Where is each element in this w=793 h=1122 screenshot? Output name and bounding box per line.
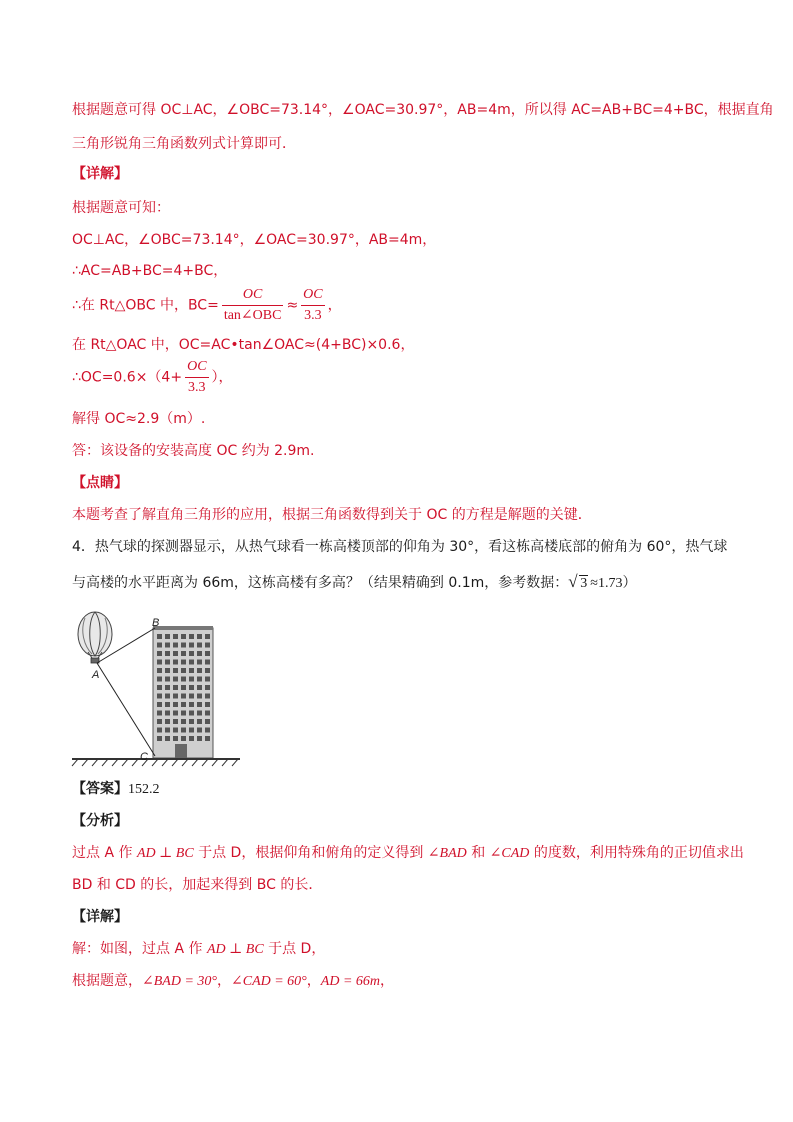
- text: 根据题意，: [72, 973, 142, 989]
- building-window: [173, 660, 178, 665]
- analysis-heading: 【分析】: [72, 813, 128, 829]
- ground-hatch-mark: [82, 759, 88, 766]
- building-window: [189, 651, 194, 656]
- building-window: [173, 719, 178, 724]
- building-window: [181, 685, 186, 690]
- building-window: [205, 702, 210, 707]
- building-window: [165, 736, 170, 741]
- math-angle-cad-60: ∠CAD = 60°: [231, 974, 307, 989]
- building-window: [205, 643, 210, 648]
- detail-heading: 【详解】: [72, 166, 128, 182]
- building-window: [157, 660, 162, 665]
- q4-detail-line-2: [72, 971, 394, 992]
- building-window: [181, 728, 186, 733]
- building-window: [157, 711, 162, 716]
- analysis-line-1: 根据题意可得 OC⊥AC，∠OBC=73.14°，∠OAC=30.97°，AB=4m，所以得 AC=AB+BC=4+BC，根据直角: [72, 102, 774, 118]
- building-window: [205, 728, 210, 733]
- building-window: [189, 694, 194, 699]
- question-4-line-2: [72, 573, 636, 594]
- building-window: [181, 719, 186, 724]
- detail-line-4: [72, 286, 342, 325]
- comment-heading: 【点睛】: [72, 475, 128, 491]
- sqrt-radicand: 3: [580, 576, 588, 591]
- radical-sign-icon: √: [568, 572, 578, 591]
- detail-line-6-prefix: ∴OC=0.6×（4+: [72, 369, 183, 386]
- building-window: [189, 719, 194, 724]
- text: 解：如图，过点 A 作: [72, 941, 207, 957]
- building-window: [173, 677, 178, 682]
- building-window: [165, 660, 170, 665]
- building-window: [157, 643, 162, 648]
- approx-sign: ≈: [286, 297, 299, 314]
- detail-line-8: 答：该设备的安装高度 OC 约为 2.9m.: [72, 443, 315, 459]
- building-window: [181, 677, 186, 682]
- building-window: [205, 711, 210, 716]
- text: ，: [306, 973, 321, 989]
- building-roof: [153, 626, 213, 630]
- ground-hatching: [72, 759, 238, 766]
- analysis-line-2: 三角形锐角三角函数列式计算即可．: [72, 136, 296, 152]
- building-window: [181, 736, 186, 741]
- building-window: [165, 643, 170, 648]
- building-window: [165, 668, 170, 673]
- ground-hatch-mark: [182, 759, 188, 766]
- building-window: [197, 677, 202, 682]
- figure-svg: [70, 606, 245, 771]
- building-window: [205, 668, 210, 673]
- building-window: [181, 711, 186, 716]
- fraction-oc-over-3-3: [301, 286, 324, 325]
- building-window: [173, 728, 178, 733]
- fraction-denominator: 3.3: [301, 305, 324, 325]
- building-window: [181, 702, 186, 707]
- ground-hatch-mark: [212, 759, 218, 766]
- question-4-line-1: 4．热气球的探测器显示，从热气球看一栋高楼顶部的仰角为 30°，看这栋高楼底部的俯角为 60°，热气球: [72, 539, 728, 555]
- building-window: [157, 651, 162, 656]
- building-window: [173, 634, 178, 639]
- detail-line-2: OC⊥AC，∠OBC=73.14°，∠OAC=30.97°，AB=4m，: [72, 232, 437, 248]
- q4-detail-line-1: [72, 939, 325, 960]
- building-window: [189, 668, 194, 673]
- building-window: [205, 694, 210, 699]
- point-label-c: C: [140, 751, 148, 763]
- ground-hatch-mark: [92, 759, 98, 766]
- answer-heading: 【答案】: [72, 781, 128, 797]
- building-window: [189, 736, 194, 741]
- building-window: [181, 643, 186, 648]
- building-window: [165, 677, 170, 682]
- ground-hatch-mark: [102, 759, 108, 766]
- building-window: [165, 685, 170, 690]
- text: 过点 A 作: [72, 845, 137, 861]
- ground-hatch-mark: [152, 759, 158, 766]
- detail-line-6: [72, 358, 233, 397]
- math-ad-perp-bc: AD ⊥ BC: [136, 846, 194, 861]
- math-angle-bad-30: ∠BAD = 30°: [142, 974, 217, 989]
- sqrt-reference-value: ≈1.73: [590, 576, 623, 591]
- question-4-line-2-prefix: 与高楼的水平距离为 66m，这栋高楼有多高？（结果精确到 0.1m，参考数据：: [72, 575, 569, 591]
- answer-value: 152.2: [128, 782, 160, 797]
- detail-line-6-suffix: ），: [211, 369, 233, 386]
- building-window: [181, 668, 186, 673]
- math-ad-66m: AD = 66m: [320, 974, 381, 989]
- ground-hatch-mark: [172, 759, 178, 766]
- building-window: [173, 736, 178, 741]
- fraction-denominator: 3.3: [185, 377, 208, 397]
- ground-hatch-mark: [222, 759, 228, 766]
- math-angle-bad: ∠BAD: [427, 846, 467, 861]
- building-window: [197, 651, 202, 656]
- building-window: [205, 660, 210, 665]
- ground-hatch-mark: [162, 759, 168, 766]
- question-4-line-2-suffix: ）: [622, 575, 637, 591]
- fraction-oc-over-tan: [222, 286, 284, 325]
- building-window: [181, 634, 186, 639]
- text: 和: [466, 845, 490, 861]
- building-window: [197, 728, 202, 733]
- building-window: [189, 711, 194, 716]
- building-window: [197, 719, 202, 724]
- building-window: [197, 736, 202, 741]
- building-window: [165, 651, 170, 656]
- building-window: [157, 694, 162, 699]
- building-window: [157, 702, 162, 707]
- building-window: [173, 643, 178, 648]
- building-window: [205, 719, 210, 724]
- building-window: [205, 634, 210, 639]
- detail-line-4-suffix: ，: [327, 297, 342, 314]
- building-window: [197, 634, 202, 639]
- comment-text: 本题考查了解直角三角形的应用，根据三角函数得到关于 OC 的方程是解题的关键．: [72, 507, 592, 523]
- ground-hatch-mark: [232, 759, 238, 766]
- fraction-denominator: tan∠OBC: [222, 305, 284, 325]
- building-window: [189, 685, 194, 690]
- ground-hatch-mark: [72, 759, 78, 766]
- building-window: [197, 660, 202, 665]
- answer-line: [72, 779, 160, 800]
- building-window: [197, 702, 202, 707]
- balloon-building-figure: [70, 606, 245, 775]
- detail-line-5: 在 Rt△OAC 中，OC=AC•tan∠OAC≈(4+BC)×0.6，: [72, 337, 415, 353]
- building-window: [173, 711, 178, 716]
- text: 于点 D，: [263, 941, 326, 957]
- fraction-numerator: OC: [242, 287, 263, 302]
- building-door: [175, 744, 187, 758]
- detail-line-1: 根据题意可知：: [72, 200, 170, 216]
- building-window: [157, 634, 162, 639]
- ground-hatch-mark: [202, 759, 208, 766]
- ground-hatch-mark: [192, 759, 198, 766]
- hot-air-balloon-icon: [78, 612, 112, 663]
- math-ad-perp-bc: AD ⊥ BC: [206, 942, 264, 957]
- building-window: [181, 694, 186, 699]
- building-window: [189, 702, 194, 707]
- building-window: [197, 685, 202, 690]
- sight-line-ac: [97, 663, 155, 756]
- building-window: [173, 694, 178, 699]
- building-window: [165, 711, 170, 716]
- fraction-oc-over-3-3-b: [185, 358, 208, 397]
- building-window: [205, 685, 210, 690]
- building-window: [197, 643, 202, 648]
- building-window: [165, 728, 170, 733]
- building-window: [189, 677, 194, 682]
- detail-line-4-prefix: ∴在 Rt△OBC 中，BC=: [72, 297, 219, 314]
- q4-analysis-line-1: [72, 843, 744, 864]
- fraction-numerator: OC: [303, 287, 323, 302]
- building-window: [157, 685, 162, 690]
- ground-hatch-mark: [122, 759, 128, 766]
- math-angle-cad: ∠CAD: [489, 846, 530, 861]
- building-window: [197, 694, 202, 699]
- building-window: [205, 651, 210, 656]
- ground-hatch-mark: [132, 759, 138, 766]
- building-window: [173, 651, 178, 656]
- building-window: [189, 660, 194, 665]
- building-window: [173, 702, 178, 707]
- building-window: [165, 719, 170, 724]
- building-window: [197, 668, 202, 673]
- building-window: [205, 736, 210, 741]
- building-window: [205, 677, 210, 682]
- ground-hatch-mark: [112, 759, 118, 766]
- sqrt-3: [568, 574, 588, 594]
- text: ，: [217, 973, 231, 989]
- point-label-a: A: [92, 669, 100, 681]
- building-window: [173, 668, 178, 673]
- building-window: [189, 634, 194, 639]
- q4-analysis-line-2: BD 和 CD 的长，加起来得到 BC 的长．: [72, 877, 323, 893]
- building-window: [157, 719, 162, 724]
- building-window: [157, 728, 162, 733]
- building-window: [165, 694, 170, 699]
- building-window: [189, 643, 194, 648]
- building-window: [173, 685, 178, 690]
- building-window: [181, 651, 186, 656]
- building-window: [181, 660, 186, 665]
- building-window: [165, 634, 170, 639]
- building-window: [165, 702, 170, 707]
- building-window: [157, 668, 162, 673]
- text: 于点 D，根据仰角和俯角的定义得到: [193, 845, 428, 861]
- detail-line-7: 解得 OC≈2.9（m）.: [72, 411, 206, 427]
- building-window: [197, 711, 202, 716]
- q4-detail-heading: 【详解】: [72, 909, 128, 925]
- building-window: [157, 677, 162, 682]
- text: 的度数，利用特殊角的正切值求出: [529, 845, 744, 861]
- point-label-b: B: [152, 617, 160, 629]
- detail-line-3: ∴AC=AB+BC=4+BC，: [72, 263, 228, 279]
- building-window: [189, 728, 194, 733]
- building-window: [157, 736, 162, 741]
- text: ，: [380, 973, 395, 989]
- fraction-numerator: OC: [187, 359, 207, 374]
